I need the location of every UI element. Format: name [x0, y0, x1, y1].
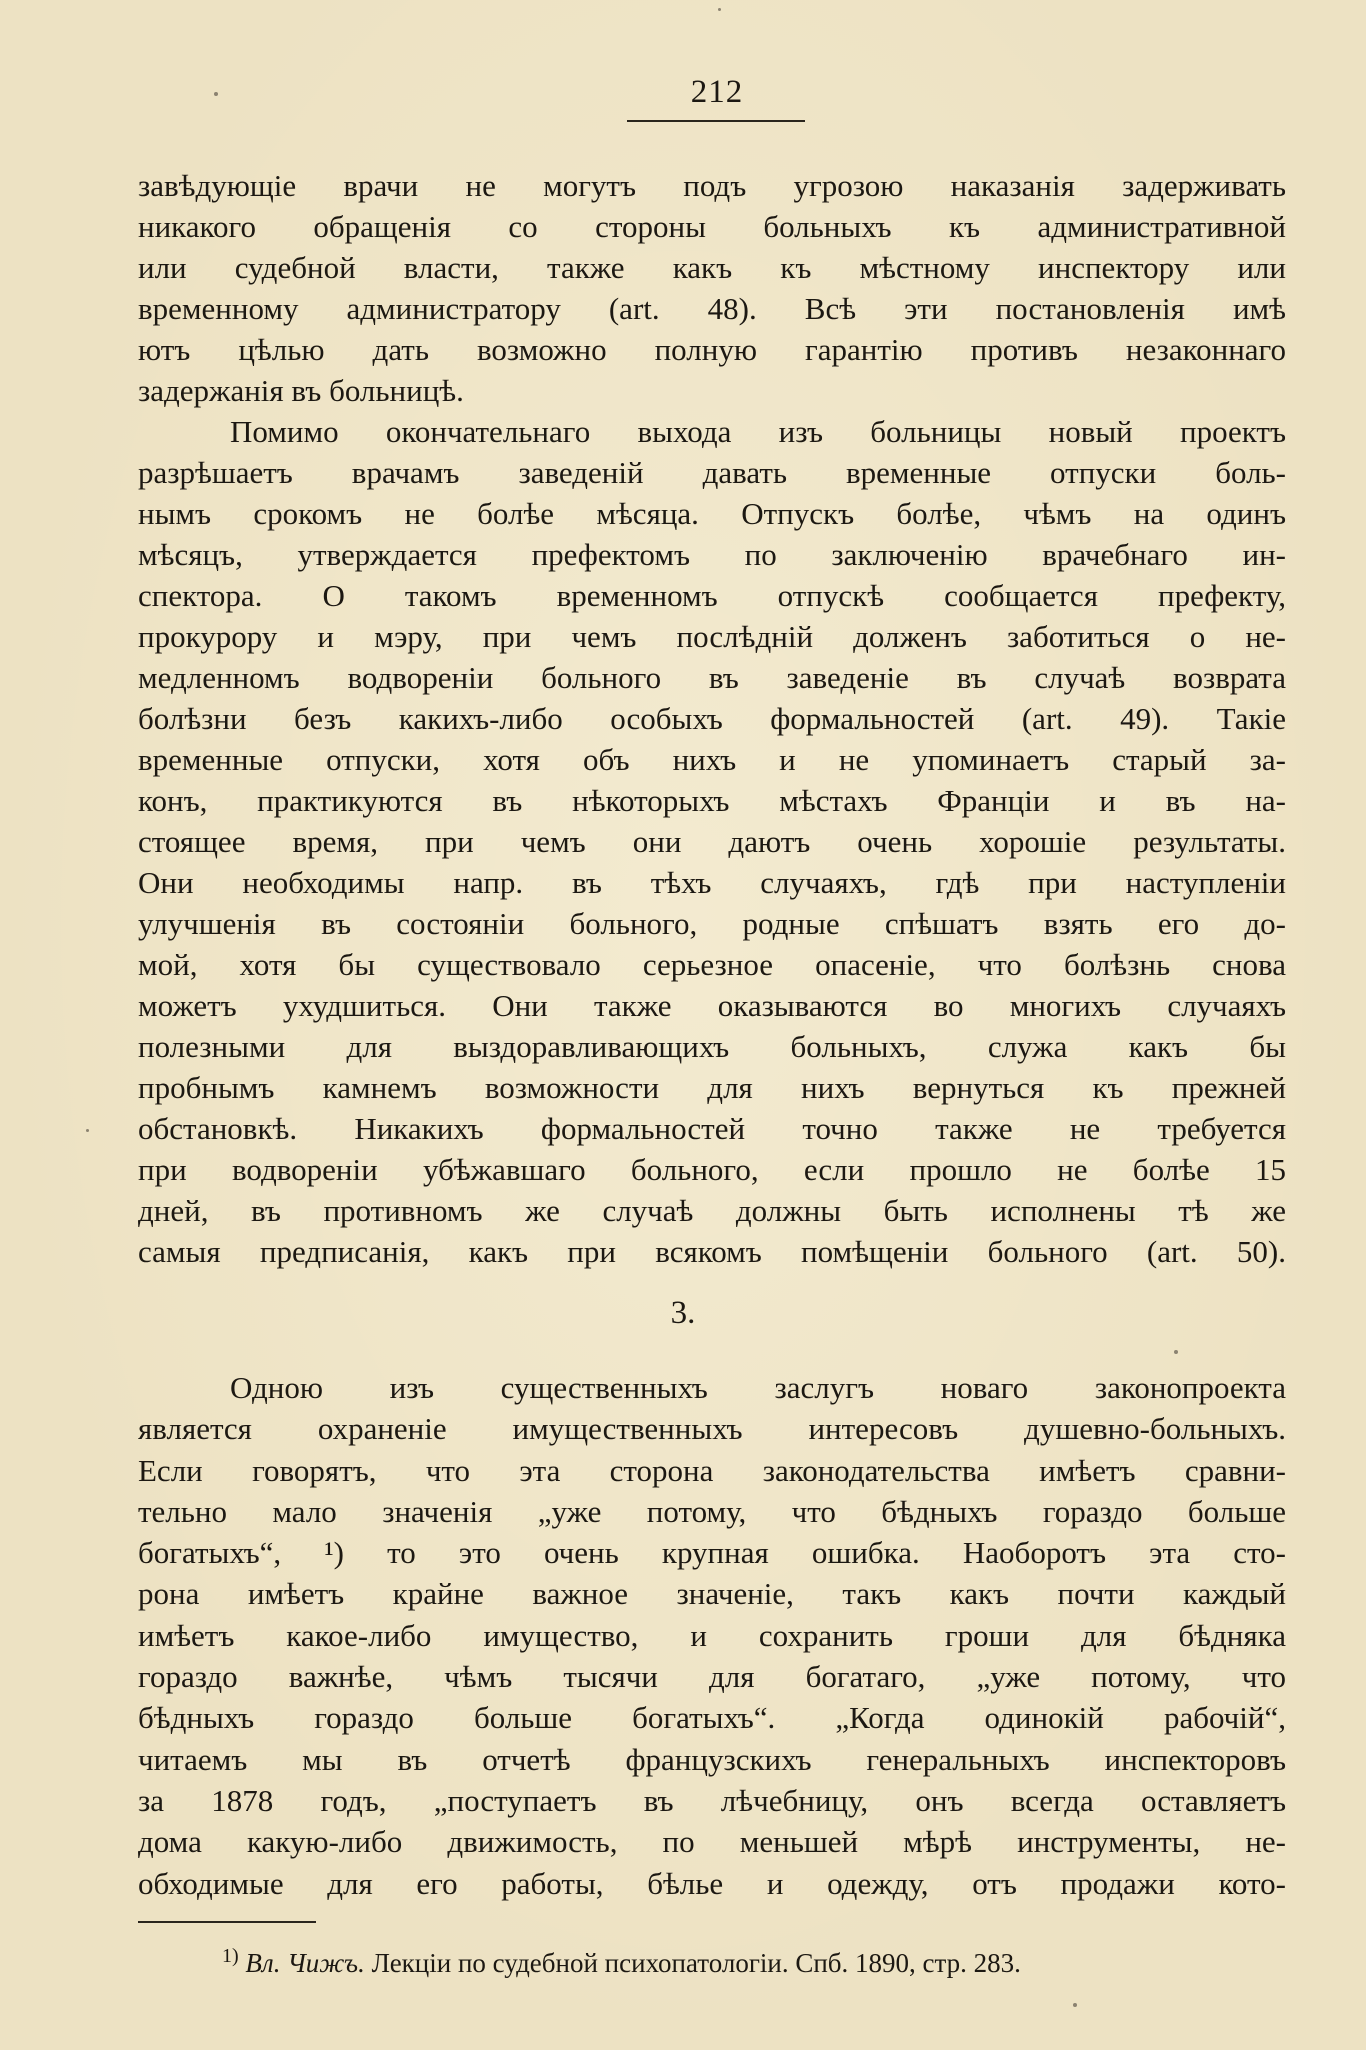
paper-speck — [86, 1129, 89, 1132]
text-line: можетъ ухудшиться. Они также оказываются во многихъ случаяхъ — [138, 988, 1286, 1023]
footnote-marker: 1) — [222, 1945, 239, 1967]
text-line: обходимые для его работы, бѣлье и одежду, отъ продажи кото- — [138, 1865, 1286, 1901]
text-line: задержанія въ больницѣ. — [138, 373, 464, 408]
text-line: является охраненіе имущественныхъ интересовъ душевно-больныхъ. — [138, 1411, 1286, 1447]
text-line: тельно мало значенія „уже потому, что бѣдныхъ гораздо больше — [138, 1493, 1286, 1529]
section-3-paragraph — [138, 1367, 1286, 1904]
footnote-rule — [138, 1921, 316, 1923]
paper-speck — [214, 92, 218, 96]
text-line: болѣзни безъ какихъ-либо особыхъ формальностей (art. 49). Такіе — [138, 701, 1286, 736]
text-line: медленномъ водвореніи больного въ заведеніе въ случаѣ возврата — [138, 660, 1286, 695]
text-line: бѣдныхъ гораздо больше богатыхъ“. „Когда одинокій рабочій“, — [138, 1700, 1286, 1736]
text-line: завѣдующіе врачи не могутъ подъ угрозою наказанія задерживать — [138, 168, 1286, 203]
paper-speck — [1174, 1350, 1178, 1354]
text-line: мѣсяцъ, утверждается префектомъ по заключенію врачебнаго ин- — [138, 537, 1286, 572]
text-line: при водвореніи убѣжавшаго больного, если прошло не болѣе 15 — [138, 1152, 1286, 1187]
text-line: временные отпуски, хотя объ нихъ и не упоминаетъ старый за- — [138, 742, 1286, 777]
text-line: ютъ цѣлью дать возможно полную гарантію противъ незаконнаго — [138, 332, 1286, 367]
paper-speck — [1073, 2003, 1077, 2007]
text-line: читаемъ мы въ отчетѣ французскихъ генеральныхъ инспекторовъ — [138, 1741, 1286, 1777]
text-line: спектора. О такомъ временномъ отпускѣ сообщается префекту, — [138, 578, 1286, 613]
text-line: Если говорятъ, что эта сторона законодательства имѣетъ сравни- — [138, 1452, 1286, 1488]
text-line: пробнымъ камнемъ возможности для нихъ вернуться къ прежней — [138, 1070, 1286, 1105]
text-line: богатыхъ“, ¹) то это очень крупная ошибка. Наоборотъ эта сто- — [138, 1535, 1286, 1571]
text-line: обстановкѣ. Никакихъ формальностей точно также не требуется — [138, 1111, 1286, 1146]
text-line: разрѣшаетъ врачамъ заведеній давать временные отпуски боль- — [138, 455, 1286, 490]
text-line: гораздо важнѣе, чѣмъ тысячи для богатаго, „уже потому, что — [138, 1659, 1286, 1695]
text-line: мой, хотя бы существовало серьезное опасеніе, что болѣзнь снова — [138, 947, 1286, 982]
paper-speck — [718, 8, 721, 11]
section-heading: 3. — [670, 1295, 696, 1331]
footnote — [222, 1946, 1302, 1980]
text-line: никакого обращенія со стороны больныхъ къ административной — [138, 209, 1286, 244]
header-rule — [627, 120, 805, 122]
text-line: за 1878 годъ, „поступаетъ въ лѣчебницу, онъ всегда оставляетъ — [138, 1782, 1286, 1818]
text-line: улучшенія въ состояніи больного, родные спѣшатъ взять его до- — [138, 906, 1286, 941]
body-text — [138, 165, 1286, 1272]
text-line: полезными для выздоравливающихъ больныхъ, служа какъ бы — [138, 1029, 1286, 1064]
text-line: Помимо окончательнаго выхода изъ больницы новый проектъ — [230, 414, 1286, 449]
text-line: нымъ срокомъ не болѣе мѣсяца. Отпускъ болѣе, чѣмъ на одинъ — [138, 496, 1286, 531]
text-line: конъ, практикуются въ нѣкоторыхъ мѣстахъ Франціи и въ на- — [138, 783, 1286, 818]
text-line: имѣетъ какое-либо имущество, и сохранить гроши для бѣдняка — [138, 1617, 1286, 1653]
text-line: прокурору и мэру, при чемъ послѣдній долженъ заботиться о не- — [138, 619, 1286, 654]
text-line: временному администратору (art. 48). Всѣ эти постановленія имѣ — [138, 291, 1286, 326]
footnote-text: Лекціи по судебной психопатологіи. Спб. 1890, стр. 283. — [371, 1948, 1021, 1978]
text-line: Одною изъ существенныхъ заслугъ новаго законопроекта — [230, 1370, 1286, 1405]
text-line: стоящее время, при чемъ они даютъ очень хорошіе результаты. — [138, 824, 1286, 859]
paragraph-1 — [138, 165, 1286, 411]
text-line: дней, въ противномъ же случаѣ должны быть исполнены тѣ же — [138, 1193, 1286, 1228]
text-line: Они необходимы напр. въ тѣхъ случаяхъ, гдѣ при наступленіи — [138, 865, 1286, 900]
paragraph-2 — [138, 411, 1286, 1272]
text-line: рона имѣетъ крайне важное значеніе, такъ какъ почти каждый — [138, 1576, 1286, 1612]
footnote-author: Вл. Чижъ. — [245, 1948, 365, 1978]
text-line: самыя предписанія, какъ при всякомъ помѣщеніи больного (art. 50). — [138, 1234, 1286, 1269]
text-line: или судебной власти, также какъ къ мѣстному инспектору или — [138, 250, 1286, 285]
page-number: 212 — [690, 74, 744, 110]
text-line: дома какую-либо движимость, по меньшей мѣрѣ инструменты, не- — [138, 1824, 1286, 1860]
